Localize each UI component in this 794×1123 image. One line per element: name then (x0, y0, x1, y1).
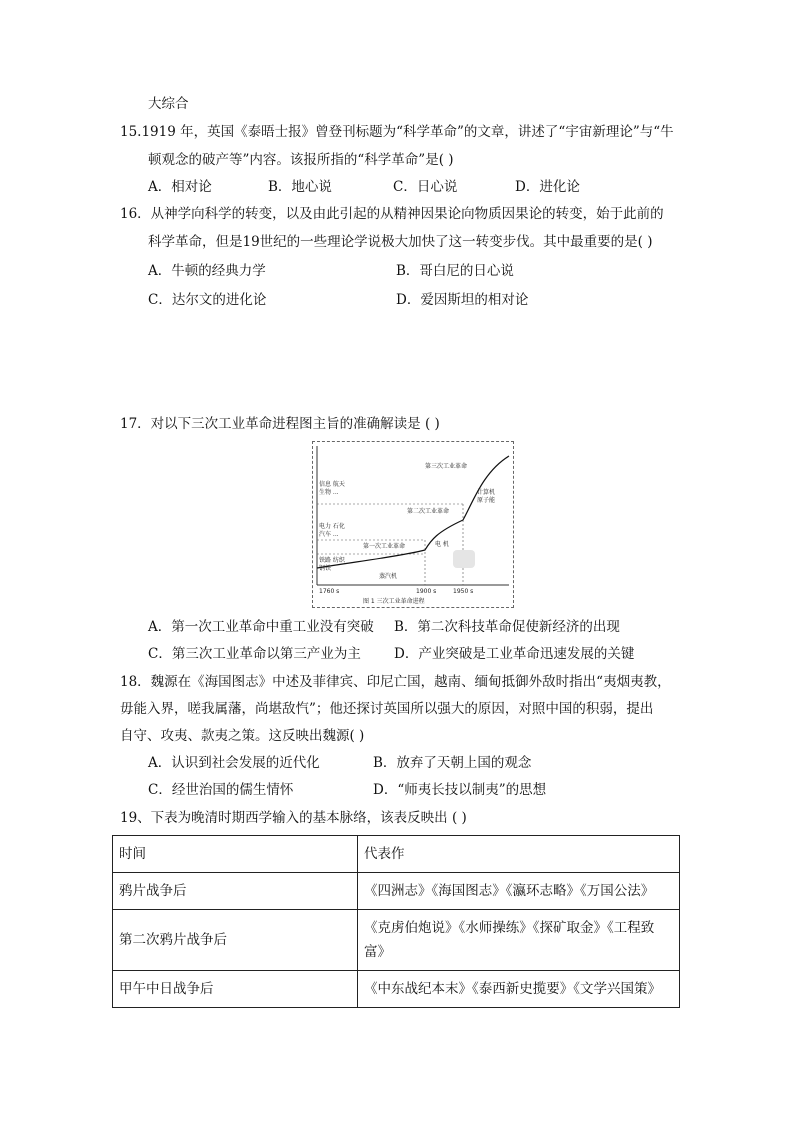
q18-option-b: B．放弃了天朝上国的观念 (373, 755, 532, 771)
label-electric: 电 机 (435, 541, 449, 548)
header-time: 时间 (113, 836, 358, 873)
table-cell-time: 甲午中日战争后 (113, 971, 358, 1008)
question-18-line-2: 毋能入界，嗟我属藩，尚堪敌忾”；他还探讨英国所以强大的原因，对照中国的积弱，提出 (120, 701, 654, 717)
question-17-stem: 17．对以下三次工业革命进程图主旨的准确解读是 ( ) (120, 416, 440, 432)
industrial-revolution-figure (312, 441, 514, 608)
label-first-revolution: 第一次工业革命 (363, 543, 406, 550)
table-cell-works: 《中东战纪本末》《泰西新史揽要》《文学兴国策》 (358, 971, 680, 1008)
table-header-row (113, 836, 680, 873)
q15-option-c: C．日心说 (393, 179, 458, 195)
continuation-text: 大综合 (148, 96, 189, 112)
table-row (113, 873, 680, 910)
q18-option-c: C．经世治国的儒生情怀 (148, 782, 294, 798)
label-third-revolution: 第三次工业革命 (425, 463, 468, 470)
header-works: 代表作 (358, 836, 680, 873)
label-atomic: 原子能 (477, 497, 496, 504)
question-16-line-1: 16．从神学向科学的转变，以及由此引起的从精神因果论向物质因果论的转变，始于此前的 (120, 206, 664, 222)
table-cell-works: 《四洲志》《海国图志》《瀛环志略》《万国公法》 (358, 873, 680, 910)
q16-option-c: C．达尔文的进化论 (148, 292, 267, 308)
q15-option-a: A．相对论 (148, 179, 212, 195)
question-16-line-2: 科学革命，但是19世纪的一些理论学说极大加快了这一转变步伐。其中最重要的是( ) (148, 234, 653, 250)
q17-option-d: D．产业突破是工业革命迅速发展的关键 (394, 646, 635, 662)
table-cell-works: 《克虏伯炮说》《水师操练》《探矿取金》《工程致富》 (358, 910, 680, 971)
table-row (113, 910, 680, 971)
table-row (113, 971, 680, 1008)
x-tick-1950: 1950 s (453, 588, 474, 595)
question-15-line-2: 顿观念的破产等”内容。该报所指的“科学革命”是( ) (148, 152, 454, 168)
q16-option-d: D．爱因斯坦的相对论 (396, 292, 529, 308)
x-tick-1760: 1760 s (319, 588, 340, 595)
q15-option-d: D．进化论 (515, 179, 580, 195)
q16-option-a: A．牛顿的经典力学 (148, 263, 266, 279)
figure-caption: 图 1 三次工业革命进程 (363, 598, 425, 605)
label-auto: 汽车 ... (319, 531, 339, 538)
label-steel: 钢铁 (319, 565, 332, 572)
label-second-revolution: 第二次工业革命 (407, 508, 450, 515)
q15-option-b: B．地心说 (268, 179, 332, 195)
question-18-line-3: 自守、攻夷、款夷之策。这反映出魏源( ) (120, 728, 365, 744)
q17-option-c: C．第三次工业革命以第三产业为主 (148, 646, 361, 662)
label-steam: 蒸汽机 (379, 573, 398, 580)
label-power: 电力 石化 (319, 523, 345, 530)
q17-option-b: B．第二次科技革命促使新经济的出现 (394, 619, 620, 635)
question-19-stem: 19、下表为晚清时期西学输入的基本脉络，该表反映出 ( ) (120, 810, 467, 826)
question-15-line-1: 15.1919 年，英国《泰晤士报》曾登刊标题为“科学革命”的文章，讲述了“宇宙新理论”与“牛 (120, 124, 674, 140)
x-tick-1900: 1900 s (416, 588, 437, 595)
q18-option-a: A．认识到社会发展的近代化 (148, 755, 320, 771)
q17-option-a: A．第一次工业革命中重工业没有突破 (148, 619, 374, 635)
label-rail: 铁路 纺织 (319, 557, 345, 564)
label-computer: 计算机 (477, 489, 496, 496)
western-learning-table (112, 835, 680, 1008)
label-info: 信息 航天 (319, 481, 345, 488)
label-bio: 生物 ... (319, 489, 339, 496)
table-cell-time: 鸦片战争后 (113, 873, 358, 910)
q18-option-d: D．“师夷长技以制夷”的思想 (373, 782, 547, 798)
question-18-line-1: 18．魏源在《海国图志》中述及菲律宾、印尼亡国，越南、缅甸抵御外敌时指出“夷烟夷教， (120, 674, 671, 690)
q16-option-b: B．哥白尼的日心说 (396, 263, 514, 279)
table-cell-time: 第二次鸦片战争后 (113, 910, 358, 971)
